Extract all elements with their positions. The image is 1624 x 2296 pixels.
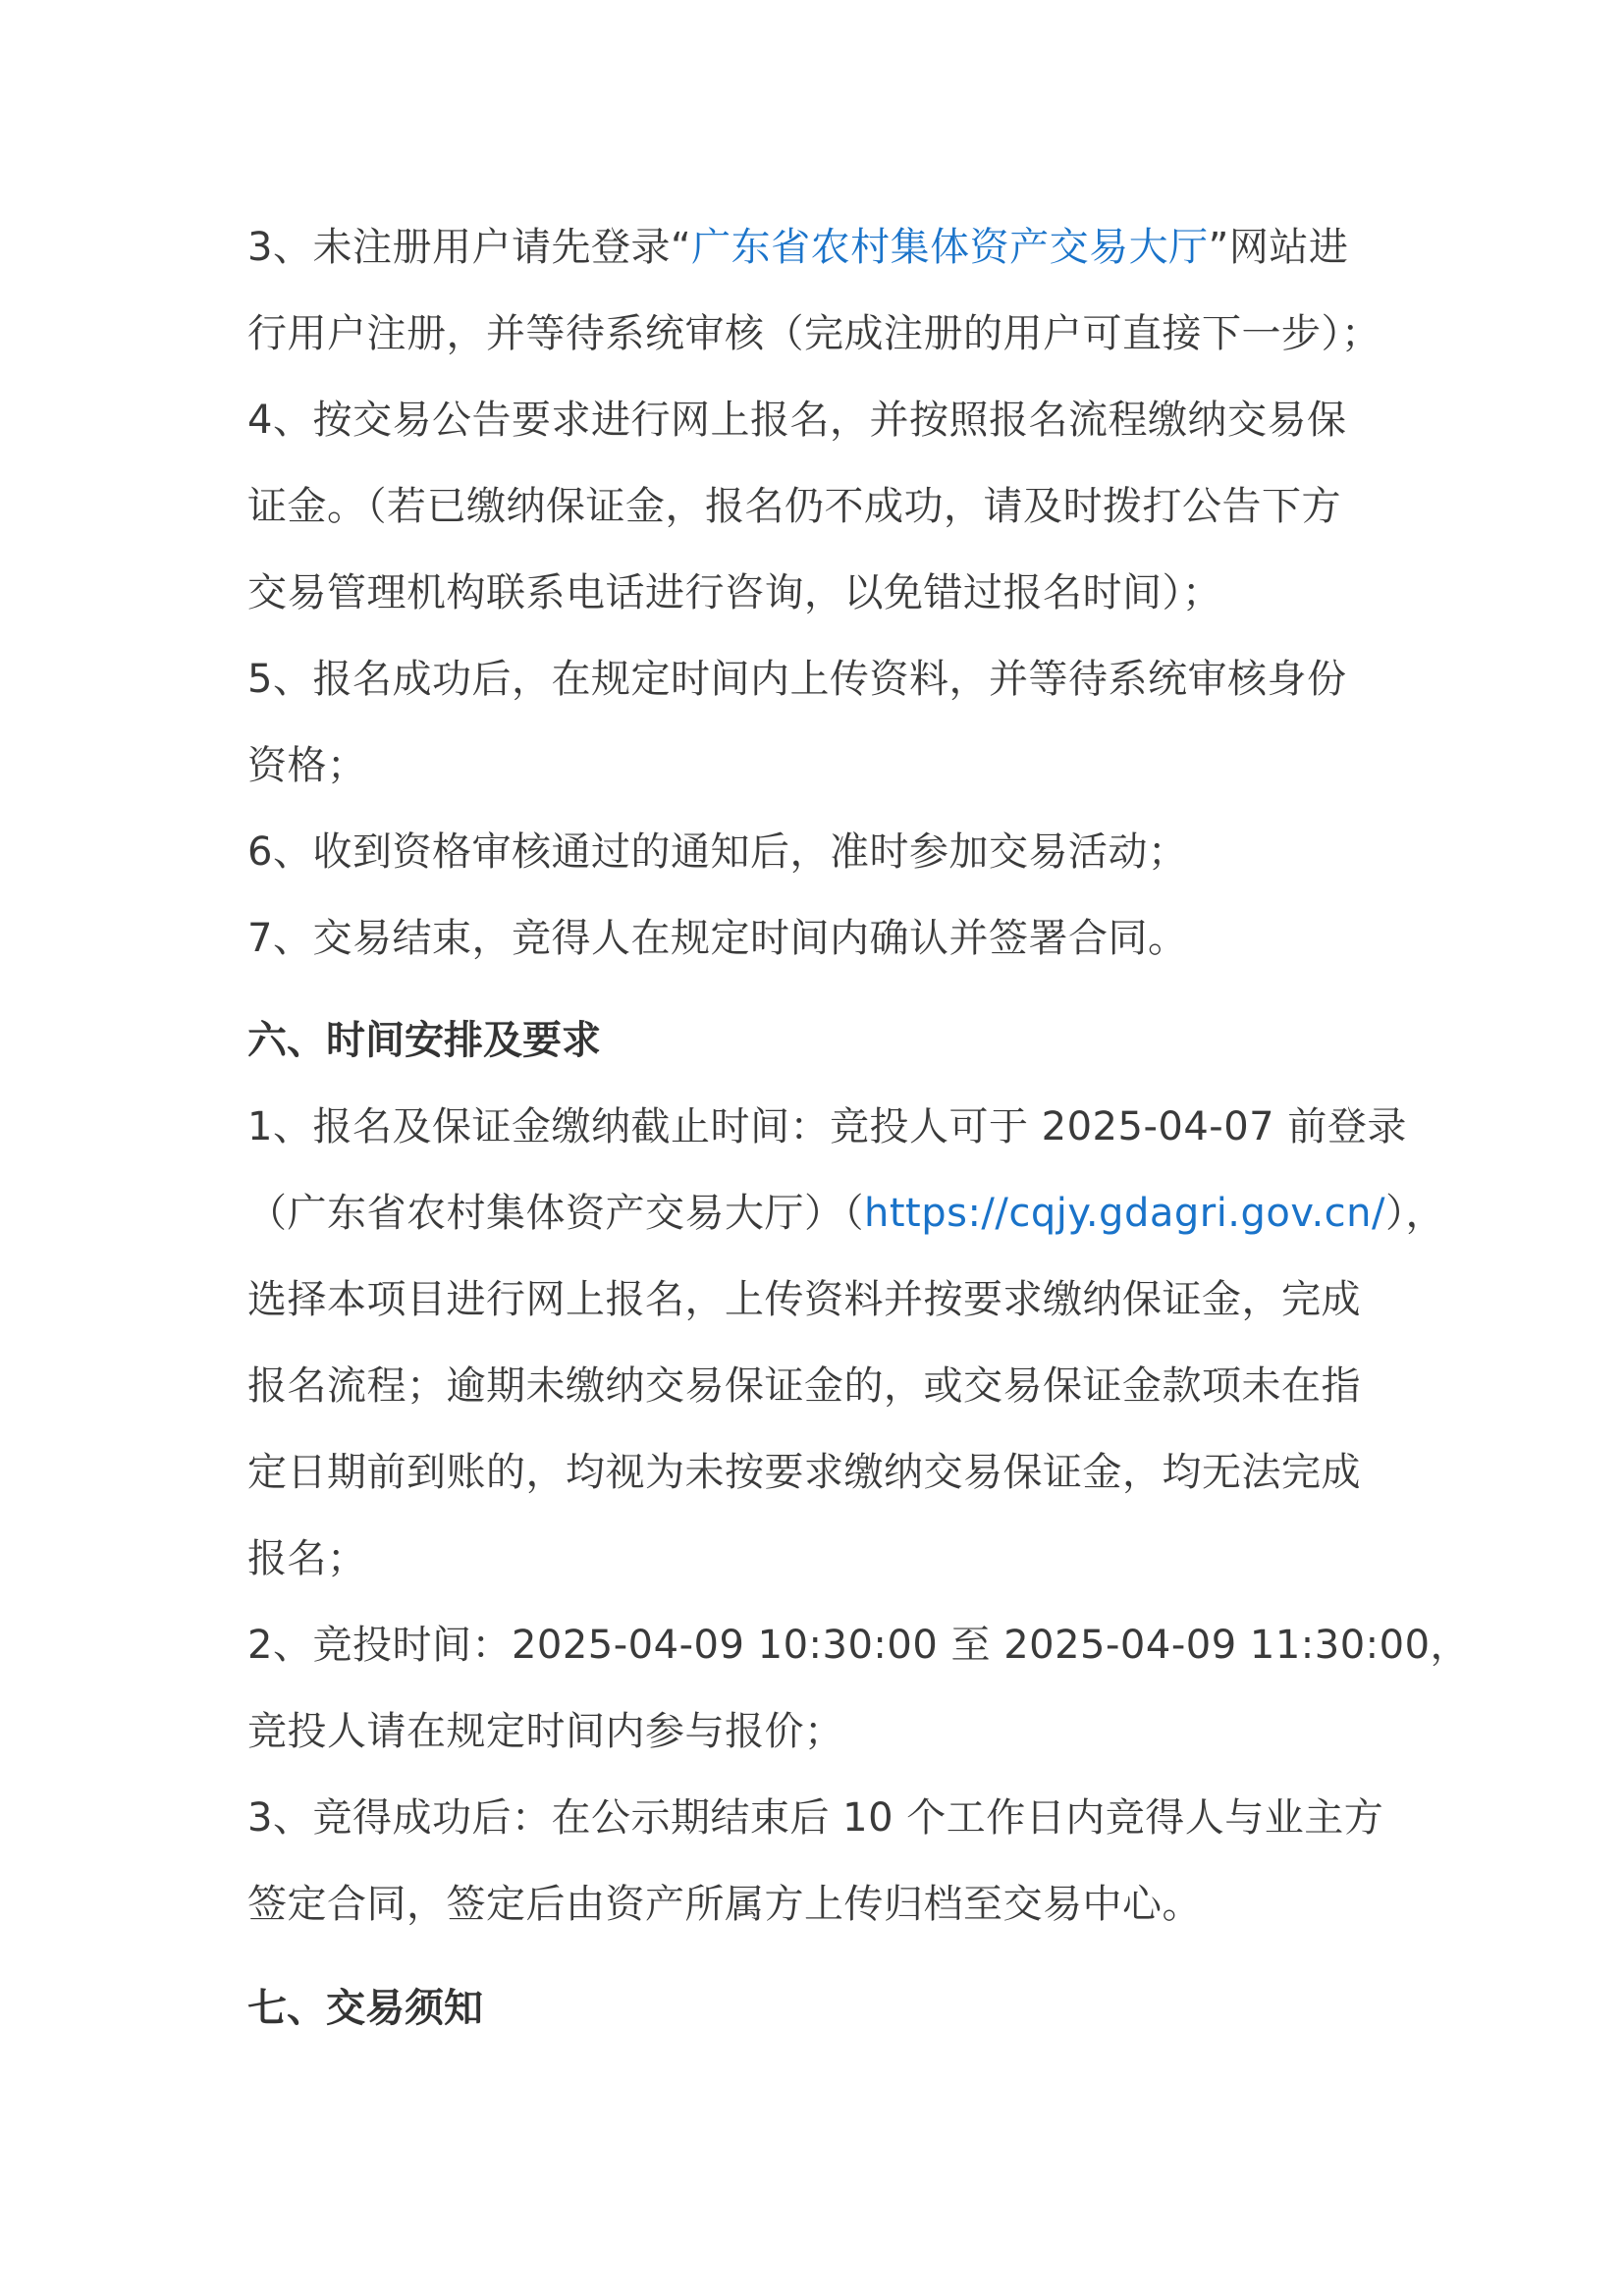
s6-item3-line1: 3、竞得成功后：在公示期结束后 10 个工作日内竞得人与业主方 — [247, 1795, 1384, 1841]
s6-item1-line4: 报名流程；逾期未缴纳交易保证金的，或交易保证金款项未在指 — [247, 1363, 1361, 1409]
step7-line: 7、交易结束，竞得人在规定时间内确认并签署合同。 — [247, 916, 1188, 961]
document-page — [247, 204, 1471, 2052]
section6-heading: 六、时间安排及要求 — [247, 1018, 601, 1063]
step3-line1 — [247, 204, 1386, 291]
s6-item1-line2 — [247, 1170, 1445, 1256]
step4-line1: 4、按交易公告要求进行网上报名，并按照报名流程缴纳交易保 — [247, 398, 1347, 443]
step5-line1: 5、报名成功后，在规定时间内上传资料，并等待系统审核身份 — [247, 657, 1347, 702]
s6-item1-line2-prefix: （广东省农村集体资产交易大厅）（ — [247, 1191, 864, 1236]
step3-line2: 行用户注册，并等待系统审核（完成注册的用户可直接下一步）； — [247, 311, 1381, 356]
section7-heading: 七、交易须知 — [247, 1986, 483, 2031]
trading-hall-link[interactable]: 广东省农村集体资产交易大厅 — [691, 225, 1209, 270]
step5-line2: 资格； — [247, 743, 367, 788]
s6-item1-line2-suffix: ）， — [1384, 1191, 1445, 1236]
step4-line2: 证金。（若已缴纳保证金，报名仍不成功，请及时拨打公告下方 — [247, 484, 1341, 529]
s6-item2-line1: 2、竞投时间：2025-04-09 10:30:00 至 2025-04-09 11:30:00， — [247, 1623, 1471, 1668]
step6-line: 6、收到资格审核通过的通知后，准时参加交易活动； — [247, 829, 1188, 875]
s6-item2-line2: 竞投人请在规定时间内参与报价； — [247, 1709, 844, 1754]
s6-item1-line1: 1、报名及保证金缴纳截止时间：竞投人可于 2025-04-07 前登录 — [247, 1104, 1407, 1149]
step4-line3: 交易管理机构联系电话进行咨询，以免错过报名时间）； — [247, 570, 1222, 615]
s6-item1-line3: 选择本项目进行网上报名，上传资料并按要求缴纳保证金，完成 — [247, 1277, 1361, 1322]
step3-prefix: 3、未注册用户请先登录“ — [247, 225, 692, 270]
s6-item1-line6: 报名； — [247, 1536, 367, 1581]
s6-item3-line2: 签定合同，签定后由资产所属方上传归档至交易中心。 — [247, 1882, 1202, 1927]
step3-suffix: ”网站进 — [1208, 225, 1349, 270]
s6-item1-line5: 定日期前到账的，均视为未按要求缴纳交易保证金，均无法完成 — [247, 1450, 1361, 1495]
trading-hall-url-link[interactable]: https://cqjy.gdagri.gov.cn/ — [864, 1191, 1385, 1236]
